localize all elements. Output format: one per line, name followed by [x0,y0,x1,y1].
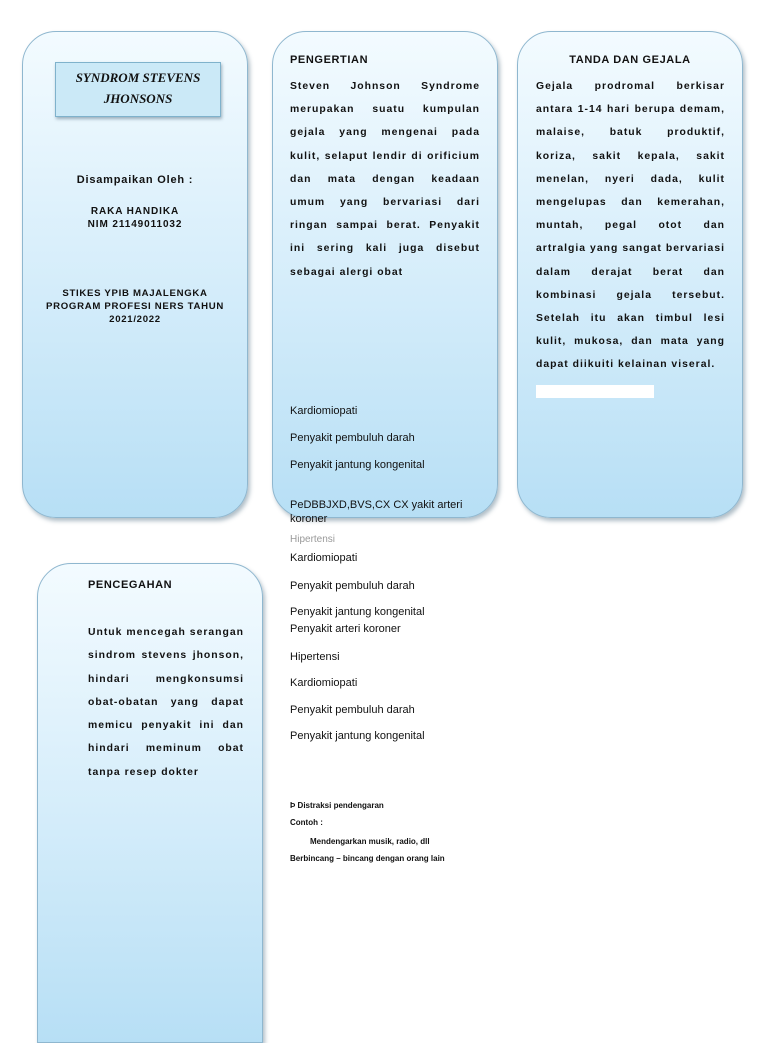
distraksi-example-2: Berbincang – bincang dengan orang lain [290,854,445,863]
pengertian-heading: PENGERTIAN [290,54,369,66]
pencegahan-body: Untuk mencegah serangan sindrom stevens jhonson, hindari mengkonsumsi obat-obatan yang dapat memicu penyakit ini dan hindari meminum obat tanpa resep dokter [88,627,244,778]
stray-list-item: Kardiomiopati [290,405,358,417]
overlap-text-line: Hipertensi [290,534,336,545]
stray-list-item: Penyakit arteri koroner [290,623,401,635]
stray-list-item: Penyakit jantung kongenital [290,459,425,471]
stray-list-item: Penyakit jantung kongenital [290,730,425,742]
author-name: RAKA HANDIKA [90,206,180,217]
distraksi-example-1: Mendengarkan musik, radio, dll [310,837,430,846]
pengertian-body: Steven Johnson Syndrome merupakan suatu kumpulan gejala yang mengenai pada kulit, selaput lendir di orificium dan mata dengan keadaan umum yang bervariasi dari ringan sampai berat. Penyakit ini sering kali juga disebut sebagai alergi obat [290,81,480,278]
stray-list-item: Hipertensi [290,651,340,663]
institution-text: STIKES YPIB MAJALENGKA PROGRAM PROFESI NERS TAHUN 2021/2022 [46,288,224,325]
overlap-text-line: koroner [290,513,328,525]
blank-bar [536,385,654,398]
presented-by-label: Disampaikan Oleh : [76,174,194,186]
overlap-text-line: PeDBBJXD,BVS,CX CX yakit arteri [290,499,463,511]
stray-list-item: Penyakit pembuluh darah [290,704,415,716]
stray-list-item: Kardiomiopati [290,677,358,689]
document-title: SYNDROM STEVENS JHONSONS [55,62,221,117]
distraksi-heading: Þ Distraksi pendengaran [290,801,384,810]
pencegahan-heading: PENCEGAHAN [88,579,173,591]
stray-list-item: Penyakit pembuluh darah [290,432,415,444]
tanda-gejala-body: Gejala prodromal berkisar antara 1-14 hari berupa demam, malaise, batuk produktif, koriza, sakit kepala, sakit menelan, nyeri dada, kulit mengelupas dan kemerahan, muntah, pegal otot dan artralgia yang sangat bervariasi dalam derajat berat dan kombinasi gejala tersebut. Setelah itu akan timbul lesi kulit, mukosa, dan mata yang dapat diikuiti kelainan viseral. [536,81,725,371]
stray-list-item: Penyakit jantung kongenital [290,606,425,618]
stray-list-item: Kardiomiopati [290,552,358,564]
stray-list-item: Penyakit pembuluh darah [290,580,415,592]
author-nim: NIM 21149011032 [87,219,183,230]
tanda-gejala-heading: TANDA DAN GEJALA [569,54,691,66]
distraksi-example-label: Contoh : [290,818,323,827]
